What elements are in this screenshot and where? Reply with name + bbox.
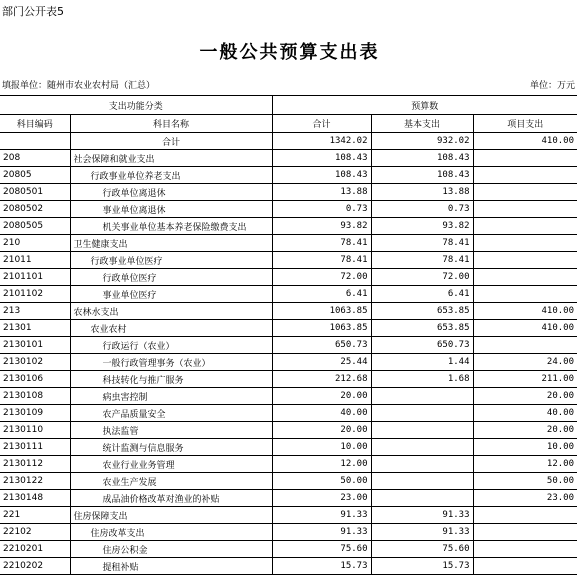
row-basic: 1.44 [371, 354, 473, 371]
row-total: 650.73 [272, 337, 371, 354]
row-total: 0.73 [272, 201, 371, 218]
row-basic [371, 456, 473, 473]
table-row [0, 422, 577, 439]
table-row [0, 388, 577, 405]
row-name: 行政单位离退休 [70, 184, 272, 201]
row-basic [371, 439, 473, 456]
row-total: 50.00 [272, 473, 371, 490]
row-project [473, 201, 577, 218]
table-row [0, 524, 577, 541]
row-code: 2130112 [0, 456, 70, 473]
row-code: 2130148 [0, 490, 70, 507]
row-total: 93.82 [272, 218, 371, 235]
row-total: 1342.02 [272, 133, 371, 150]
row-name: 成品油价格改革对渔业的补贴 [70, 490, 272, 507]
row-name: 行政事业单位医疗 [70, 252, 272, 269]
row-basic [371, 388, 473, 405]
row-code: 20805 [0, 167, 70, 184]
table-row [0, 337, 577, 354]
currency-unit: 单位：万元 [529, 81, 575, 91]
row-total: 78.41 [272, 252, 371, 269]
row-basic [371, 405, 473, 422]
table-row [0, 167, 577, 184]
row-code: 2130108 [0, 388, 70, 405]
expenditure-table [0, 95, 577, 575]
row-basic: 72.00 [371, 269, 473, 286]
table-row [0, 558, 577, 575]
row-project: 12.00 [473, 456, 577, 473]
table-row [0, 184, 577, 201]
row-code: 2210202 [0, 558, 70, 575]
row-name: 病虫害控制 [70, 388, 272, 405]
row-code: 2080505 [0, 218, 70, 235]
table-row [0, 150, 577, 167]
table-number-label: 部门公开表5 [2, 5, 64, 18]
header-code: 科目编码 [0, 115, 70, 133]
table-row [0, 371, 577, 388]
filler-unit: 填报单位：随州市农业农村局（汇总） [2, 81, 156, 91]
row-code: 22102 [0, 524, 70, 541]
row-basic: 78.41 [371, 235, 473, 252]
row-code: 213 [0, 303, 70, 320]
row-name: 行政运行（农业） [70, 337, 272, 354]
row-basic: 15.73 [371, 558, 473, 575]
row-name: 卫生健康支出 [70, 235, 272, 252]
row-total: 25.44 [272, 354, 371, 371]
table-row [0, 507, 577, 524]
table-row [0, 456, 577, 473]
row-name: 农业农村 [70, 320, 272, 337]
header-basic: 基本支出 [371, 115, 473, 133]
row-code: 2080501 [0, 184, 70, 201]
row-name: 执法监管 [70, 422, 272, 439]
row-project [473, 558, 577, 575]
row-total: 13.88 [272, 184, 371, 201]
row-project [473, 235, 577, 252]
row-name: 住房公积金 [70, 541, 272, 558]
table-row [0, 354, 577, 371]
row-basic [371, 490, 473, 507]
row-total: 91.33 [272, 524, 371, 541]
table-row [0, 405, 577, 422]
row-total: 1063.85 [272, 320, 371, 337]
row-basic: 932.02 [371, 133, 473, 150]
row-code: 2130122 [0, 473, 70, 490]
row-basic: 91.33 [371, 524, 473, 541]
row-basic: 653.85 [371, 303, 473, 320]
row-project [473, 184, 577, 201]
row-name: 住房改革支出 [70, 524, 272, 541]
row-code: 21301 [0, 320, 70, 337]
row-name: 事业单位离退休 [70, 201, 272, 218]
table-row [0, 320, 577, 337]
row-total: 78.41 [272, 235, 371, 252]
table-row [0, 473, 577, 490]
header-function-class: 支出功能分类 [0, 96, 272, 115]
row-name: 农业行业业务管理 [70, 456, 272, 473]
row-basic: 650.73 [371, 337, 473, 354]
row-name: 科技转化与推广服务 [70, 371, 272, 388]
row-project: 20.00 [473, 422, 577, 439]
row-total: 108.43 [272, 150, 371, 167]
row-project [473, 218, 577, 235]
row-code: 2080502 [0, 201, 70, 218]
row-basic: 1.68 [371, 371, 473, 388]
row-total: 6.41 [272, 286, 371, 303]
row-code: 208 [0, 150, 70, 167]
row-total: 108.43 [272, 167, 371, 184]
row-project: 410.00 [473, 303, 577, 320]
table-row [0, 490, 577, 507]
row-name: 合计 [70, 133, 272, 150]
row-code: 2130109 [0, 405, 70, 422]
row-basic: 13.88 [371, 184, 473, 201]
row-total: 23.00 [272, 490, 371, 507]
row-code: 2101101 [0, 269, 70, 286]
row-code: 21011 [0, 252, 70, 269]
row-basic: 78.41 [371, 252, 473, 269]
table-row [0, 252, 577, 269]
row-code: 221 [0, 507, 70, 524]
row-basic [371, 473, 473, 490]
row-project: 211.00 [473, 371, 577, 388]
table-row [0, 218, 577, 235]
row-total: 40.00 [272, 405, 371, 422]
table-row [0, 269, 577, 286]
row-project: 40.00 [473, 405, 577, 422]
row-basic: 91.33 [371, 507, 473, 524]
table-row [0, 286, 577, 303]
row-total: 72.00 [272, 269, 371, 286]
row-code: 2130101 [0, 337, 70, 354]
table-row [0, 133, 577, 150]
table-row [0, 201, 577, 218]
row-name: 机关事业单位基本养老保险缴费支出 [70, 218, 272, 235]
row-total: 12.00 [272, 456, 371, 473]
row-basic: 75.60 [371, 541, 473, 558]
row-total: 212.68 [272, 371, 371, 388]
row-project [473, 252, 577, 269]
table-row [0, 303, 577, 320]
row-code: 2130106 [0, 371, 70, 388]
table-row [0, 439, 577, 456]
row-total: 1063.85 [272, 303, 371, 320]
row-code: 210 [0, 235, 70, 252]
row-name: 农林水支出 [70, 303, 272, 320]
row-code: 2210201 [0, 541, 70, 558]
table-row [0, 235, 577, 252]
row-total: 91.33 [272, 507, 371, 524]
row-project: 20.00 [473, 388, 577, 405]
page-title: 一般公共预算支出表 [199, 42, 380, 63]
row-total: 20.00 [272, 388, 371, 405]
row-project [473, 337, 577, 354]
header-name: 科目名称 [70, 115, 272, 133]
row-basic: 0.73 [371, 201, 473, 218]
row-project: 410.00 [473, 133, 577, 150]
row-project [473, 541, 577, 558]
row-project: 24.00 [473, 354, 577, 371]
row-name: 住房保障支出 [70, 507, 272, 524]
row-project [473, 286, 577, 303]
row-code [0, 133, 70, 150]
header-project: 项目支出 [473, 115, 577, 133]
row-name: 提租补贴 [70, 558, 272, 575]
row-name: 行政事业单位养老支出 [70, 167, 272, 184]
row-project: 50.00 [473, 473, 577, 490]
row-code: 2101102 [0, 286, 70, 303]
row-name: 社会保障和就业支出 [70, 150, 272, 167]
row-project [473, 507, 577, 524]
row-project [473, 524, 577, 541]
row-name: 一般行政管理事务（农业） [70, 354, 272, 371]
row-name: 事业单位医疗 [70, 286, 272, 303]
row-code: 2130111 [0, 439, 70, 456]
table-body [0, 133, 577, 575]
row-name: 行政单位医疗 [70, 269, 272, 286]
header-row-groups [0, 96, 577, 115]
header-budget: 预算数 [272, 96, 577, 115]
row-basic: 108.43 [371, 167, 473, 184]
table-row [0, 541, 577, 558]
row-project: 10.00 [473, 439, 577, 456]
row-total: 20.00 [272, 422, 371, 439]
row-project [473, 269, 577, 286]
header-total: 合计 [272, 115, 371, 133]
row-basic: 6.41 [371, 286, 473, 303]
row-project: 410.00 [473, 320, 577, 337]
row-code: 2130102 [0, 354, 70, 371]
header-row-columns [0, 115, 577, 133]
row-basic [371, 422, 473, 439]
row-total: 15.73 [272, 558, 371, 575]
row-project: 23.00 [473, 490, 577, 507]
row-name: 统计监测与信息服务 [70, 439, 272, 456]
row-basic: 93.82 [371, 218, 473, 235]
row-total: 75.60 [272, 541, 371, 558]
row-name: 农产品质量安全 [70, 405, 272, 422]
row-basic: 108.43 [371, 150, 473, 167]
row-basic: 653.85 [371, 320, 473, 337]
row-project [473, 150, 577, 167]
row-code: 2130110 [0, 422, 70, 439]
row-name: 农业生产发展 [70, 473, 272, 490]
row-project [473, 167, 577, 184]
row-total: 10.00 [272, 439, 371, 456]
